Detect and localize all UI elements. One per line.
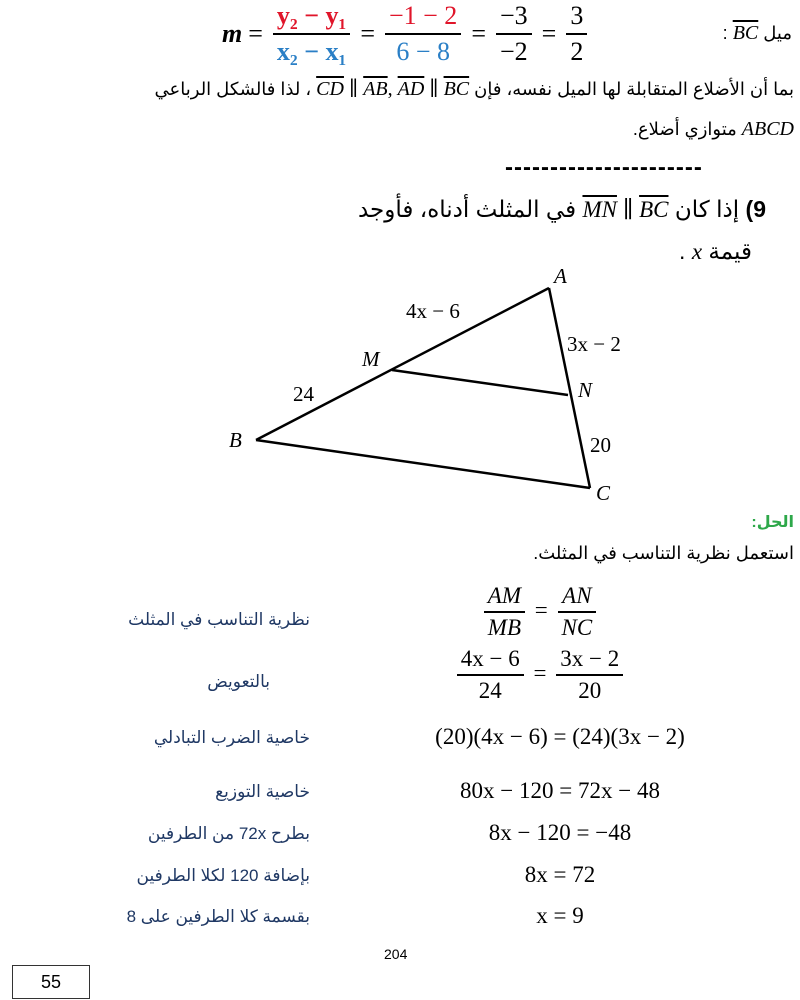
step-label: بقسمة كلا الطرفين على 8 [126,907,310,926]
solution-heading: الحل: [751,514,794,531]
comma: , [387,78,393,100]
step-equation: 80x − 120 = 72x − 48 [460,778,660,803]
simplified-denominator: −2 [499,37,528,66]
step-equation: (20)(4x − 6) = (24)(3x − 2) [435,724,685,749]
simplified-numerator: −3 [496,1,532,35]
length-nc: 20 [590,433,611,457]
quadrilateral-name: ABCD [741,118,794,140]
equals-sign: = [541,19,557,48]
problem-text-c: قيمة [708,238,752,264]
solution-intro: استعمل نظرية التناسب في المثلث. [533,543,794,563]
period: . [679,238,686,264]
fraction-am-mb [484,583,525,642]
problem-number: 9) [745,196,766,222]
colon: : [722,23,728,43]
step-label: بطرح 72x من الطرفين [147,824,310,843]
fraction-an-nc [558,583,597,642]
segment-ab: $\overline{AB}$ [363,78,388,100]
substituted-left-fraction [457,646,524,705]
problem-text-a: إذا كان [674,196,740,222]
substituted-denominator: 6 − 8 [396,37,450,66]
vertex-a-label: A [554,264,567,288]
parallel-symbol: ∥ [429,78,439,100]
segment-ad: $\overline{AD}$ [397,78,425,100]
step-label: نظرية التناسب في المثلث [128,610,310,629]
numerator: 3x − 2 [556,646,623,676]
step-equation: x = 9 [536,903,584,928]
numerator: AN [558,583,597,613]
conclusion-text-a: بما أن الأضلاع المتقابلة لها الميل نفسه، فإن [474,79,794,99]
numerator: AM [484,583,525,613]
step-label: بالتعويض [207,672,270,691]
separator: ---------------------- [505,154,703,181]
slope-label-text: ميل [763,23,792,43]
denominator: 24 [478,678,502,704]
length-am: 4x − 6 [406,299,460,323]
variable-x: x [691,239,703,264]
step-equation: 8x = 72 [524,862,596,887]
vertex-b-label: B [229,428,242,452]
center-page-number: 204 [384,946,408,962]
step-label: بإضافة 120 لكلا الطرفين [136,866,310,885]
equals-sign: = [360,19,375,48]
segment-bc: $\overline{BC}$ [639,197,669,222]
denominator: 20 [578,678,602,704]
denominator: NC [561,615,593,641]
page-number-box: 55 [12,965,90,999]
equals-sign: = [471,19,486,48]
numerator: 4x − 6 [457,646,524,676]
side-bc [256,440,590,488]
formula-denominator: x₂ − x₁ [276,37,347,66]
problem-text-b: في المثلث أدناه، فأوجد [357,196,577,222]
side-ab [256,288,549,440]
step-equation [330,583,750,642]
formula-numerator: y₂ − y₁ [273,1,350,35]
substituted-right-fraction [556,646,623,705]
denominator: MB [487,615,522,641]
segment-bc: BC [732,22,759,44]
vertex-c-label: C [596,481,611,505]
segment-mn-line [392,370,568,395]
step-equation [330,646,750,705]
length-an: 3x − 2 [567,332,621,356]
segment-bc: $\overline{BC}$ [443,78,470,100]
segment-cd: $\overline{CD}$ [316,78,344,100]
point-n-label: N [578,378,593,402]
conclusion-text-b: ، لذا فالشكل الرباعي [154,79,312,99]
result-denominator: 2 [570,37,584,66]
equals-sign: = [533,660,547,686]
step-label: خاصية الضرب التبادلي [153,728,310,747]
result-numerator: 3 [566,1,587,35]
segment-mn: $\overline{MN}$ [582,197,617,222]
conclusion-text-c: متوازي أضلاع. [632,119,737,139]
step-equation: 8x − 120 = −48 [488,820,632,845]
length-mb: 24 [293,382,314,406]
substituted-numerator: −1 − 2 [385,1,461,35]
parallel-symbol: ∥ [622,197,634,222]
equals-sign: = [534,597,548,623]
point-m-label: M [362,347,380,371]
step-label: خاصية التوزيع [215,782,310,801]
equals-sign: = [248,19,263,48]
slope-m: m [222,19,243,48]
parallel-symbol: ∥ [348,78,359,100]
